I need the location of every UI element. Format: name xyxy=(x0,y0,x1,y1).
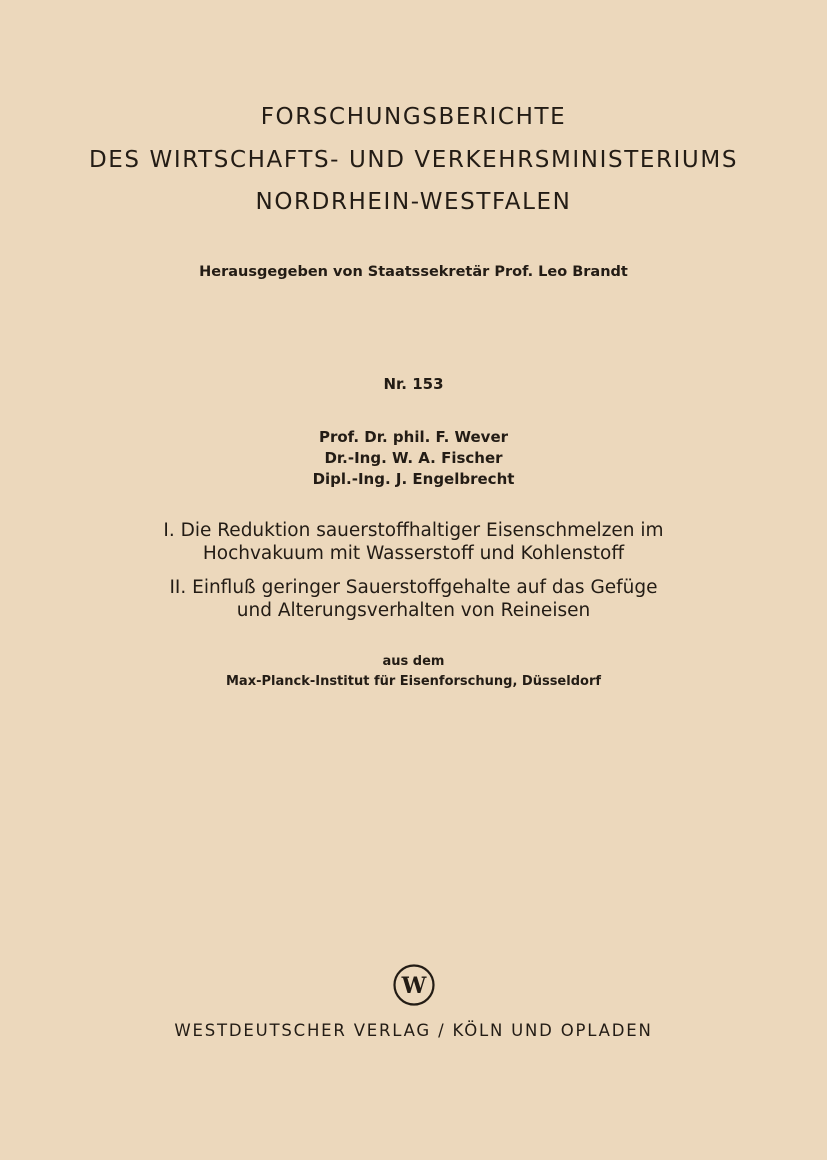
series-title-line-2: DES WIRTSCHAFTS- UND VERKEHRSMINISTERIUMS xyxy=(88,147,739,173)
title-part-1-line-2: Hochvakuum mit Wasserstoff und Kohlenstoff xyxy=(202,543,625,564)
title-part-2-line-2: und Alterungsverhalten von Reineisen xyxy=(236,600,591,621)
title-part-1-line-1: I. Die Reduktion sauerstoffhaltiger Eisenschmelzen im xyxy=(163,520,664,541)
series-title-line-1: FORSCHUNGSBERICHTE xyxy=(260,104,567,130)
publisher-logo-letter: W xyxy=(401,973,427,999)
publisher-line: WESTDEUTSCHER VERLAG / KÖLN UND OPLADEN xyxy=(174,1021,653,1040)
publisher-logo-icon xyxy=(393,964,435,1006)
report-number: Nr. 153 xyxy=(383,375,444,393)
author-1: Prof. Dr. phil. F. Wever xyxy=(318,428,509,446)
author-2: Dr.-Ing. W. A. Fischer xyxy=(324,449,503,467)
title-part-2-line-1: II. Einfluß geringer Sauerstoffgehalte auf das Gefüge xyxy=(169,577,658,598)
author-3: Dipl.-Ing. J. Engelbrecht xyxy=(312,470,515,488)
origin-institute: Max-Planck-Institut für Eisenforschung, Düsseldorf xyxy=(225,674,602,689)
origin-prefix: aus dem xyxy=(382,654,445,669)
editor-line: Herausgegeben von Staatssekretär Prof. Leo Brandt xyxy=(199,264,628,280)
series-title-line-3: NORDRHEIN-WESTFALEN xyxy=(255,189,572,215)
